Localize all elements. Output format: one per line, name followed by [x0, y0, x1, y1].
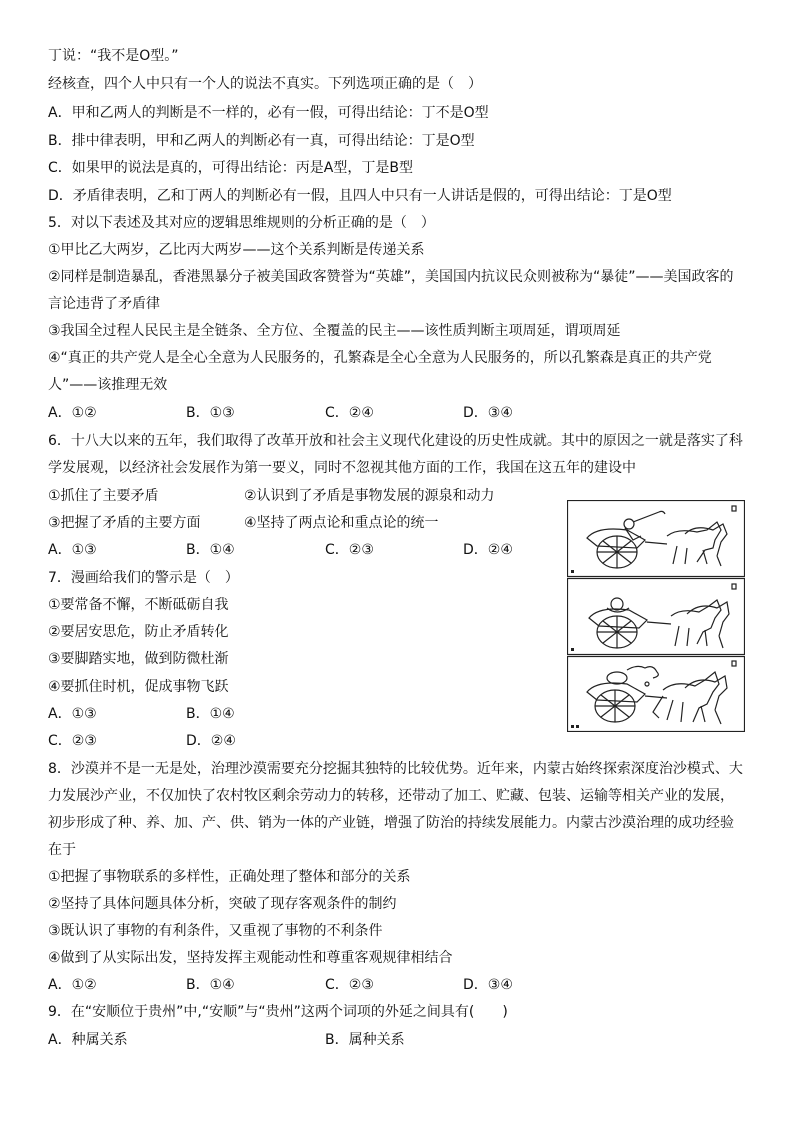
q6-statement-3: ③把握了矛盾的主要方面 [48, 515, 201, 531]
question-7: 7．漫画给我们的警示是（ ） [48, 570, 239, 586]
q9-option-a: A．种属关系 [48, 1032, 128, 1048]
question-9: 9．在“安顺位于贵州”中,“安顺”与“贵州”这两个词项的外延之间具有( ) [48, 1004, 508, 1020]
statement: ②同样是制造暴乱，香港黑暴分子被美国政客赞誉为“英雄”，美国国内抗议民众则被称为“暴徒”——美国政客的 [48, 269, 734, 285]
q6-option-d: D．②④ [463, 542, 513, 558]
option-c: C．如果甲的说法是真的，可得出结论：丙是A型，丁是B型 [48, 160, 413, 176]
q7-option-b: B．①④ [186, 706, 235, 722]
question-6: 6．十八大以来的五年，我们取得了改革开放和社会主义现代化建设的历史性成就。其中的原因之一就是落实了科 [48, 433, 743, 449]
q5-option-b: B．①③ [186, 405, 235, 421]
option-d: D．矛盾律表明，乙和丁两人的判断必有一假，且四人中只有一人讲话是假的，可得出结论：丁是O型 [48, 188, 672, 204]
q7-statement-2: ②要居安思危，防止矛盾转化 [48, 624, 229, 640]
question-5: 5．对以下表述及其对应的逻辑思维规则的分析正确的是（ ） [48, 215, 435, 231]
q6-option-a: A．①③ [48, 542, 97, 558]
q8-statement-2: ②坚持了具体问题具体分析，突破了现存客观条件的制约 [48, 896, 397, 912]
q5-option-d: D．③④ [463, 405, 513, 421]
q9-option-b: B．属种关系 [325, 1032, 405, 1048]
question-8-cont: 在于 [48, 842, 76, 858]
q6-statement-4: ④坚持了两点论和重点论的统一 [244, 515, 439, 531]
q8-option-c: C．②③ [325, 977, 374, 993]
option-b: B．排中律表明，甲和乙两人的判断必有一真，可得出结论：丁是O型 [48, 133, 475, 149]
q6-statement-2: ②认识到了矛盾是事物发展的源泉和动力 [244, 488, 495, 504]
statement: ④“真正的共产党人是全心全意为人民服务的，孔繁森是全心全意为人民服务的，所以孔繁森是真正的共产党 [48, 350, 712, 366]
q5-option-a: A．①② [48, 405, 97, 421]
q8-option-d: D．③④ [463, 977, 513, 993]
q7-option-d: D．②④ [186, 733, 236, 749]
q8-statement-4: ④做到了从实际出发，坚持发挥主观能动性和尊重客观规律相结合 [48, 950, 453, 966]
q8-option-a: A．①② [48, 977, 97, 993]
q7-option-c: C．②③ [48, 733, 97, 749]
q8-statement-1: ①把握了事物联系的多样性，正确处理了整体和部分的关系 [48, 869, 411, 885]
statement-cont: 言论违背了矛盾律 [48, 296, 160, 312]
question-8-cont: 初步形成了种、养、加、产、供、销为一体的产业链，增强了防治的持续发展能力。内蒙古沙漠治理的成功经验 [48, 815, 734, 831]
q7-option-a: A．①③ [48, 706, 97, 722]
statement: ①甲比乙大两岁，乙比丙大两岁——这个关系判断是传递关系 [48, 242, 425, 258]
q7-statement-1: ①要常备不懈，不断砥砺自我 [48, 597, 229, 613]
q5-option-c: C．②④ [325, 405, 374, 421]
statement: ③我国全过程人民民主是全链条、全方位、全覆盖的民主——该性质判断主项周延，谓项周延 [48, 323, 621, 339]
q8-statement-3: ③既认识了事物的有利条件，又重视了事物的不利条件 [48, 923, 383, 939]
statement-cont: 人”——该推理无效 [48, 377, 168, 393]
q6-statement-1: ①抓住了主要矛盾 [48, 488, 159, 504]
question-6-cont: 学发展观，以经济社会发展作为第一要义，同时不忽视其他方面的工作，我国在这五年的建设中 [48, 460, 636, 476]
option-a: A．甲和乙两人的判断是不一样的，必有一假，可得出结论：丁不是O型 [48, 105, 489, 121]
q6-option-c: C．②③ [325, 542, 374, 558]
text-line: 丁说：“我不是O型。” [48, 48, 179, 64]
question-stem: 经核查，四个人中只有一个人的说法不真实。下列选项正确的是（ ） [48, 76, 482, 92]
question-8-cont: 力发展沙产业，不仅加快了农村牧区剩余劳动力的转移，还带动了加工、贮藏、包装、运输等相关产业的发展， [48, 788, 734, 804]
q7-statement-4: ④要抓住时机，促成事物飞跃 [48, 679, 229, 695]
q8-option-b: B．①④ [186, 977, 235, 993]
q7-statement-3: ③要脚踏实地，做到防微杜渐 [48, 651, 229, 667]
q6-option-b: B．①④ [186, 542, 235, 558]
question-8: 8．沙漠并不是一无是处，治理沙漠需要充分挖掘其独特的比较优势。近年来，内蒙古始终探索深度治沙模式、大 [48, 761, 743, 777]
cartoon-cart-donkeys-icon [567, 500, 745, 732]
